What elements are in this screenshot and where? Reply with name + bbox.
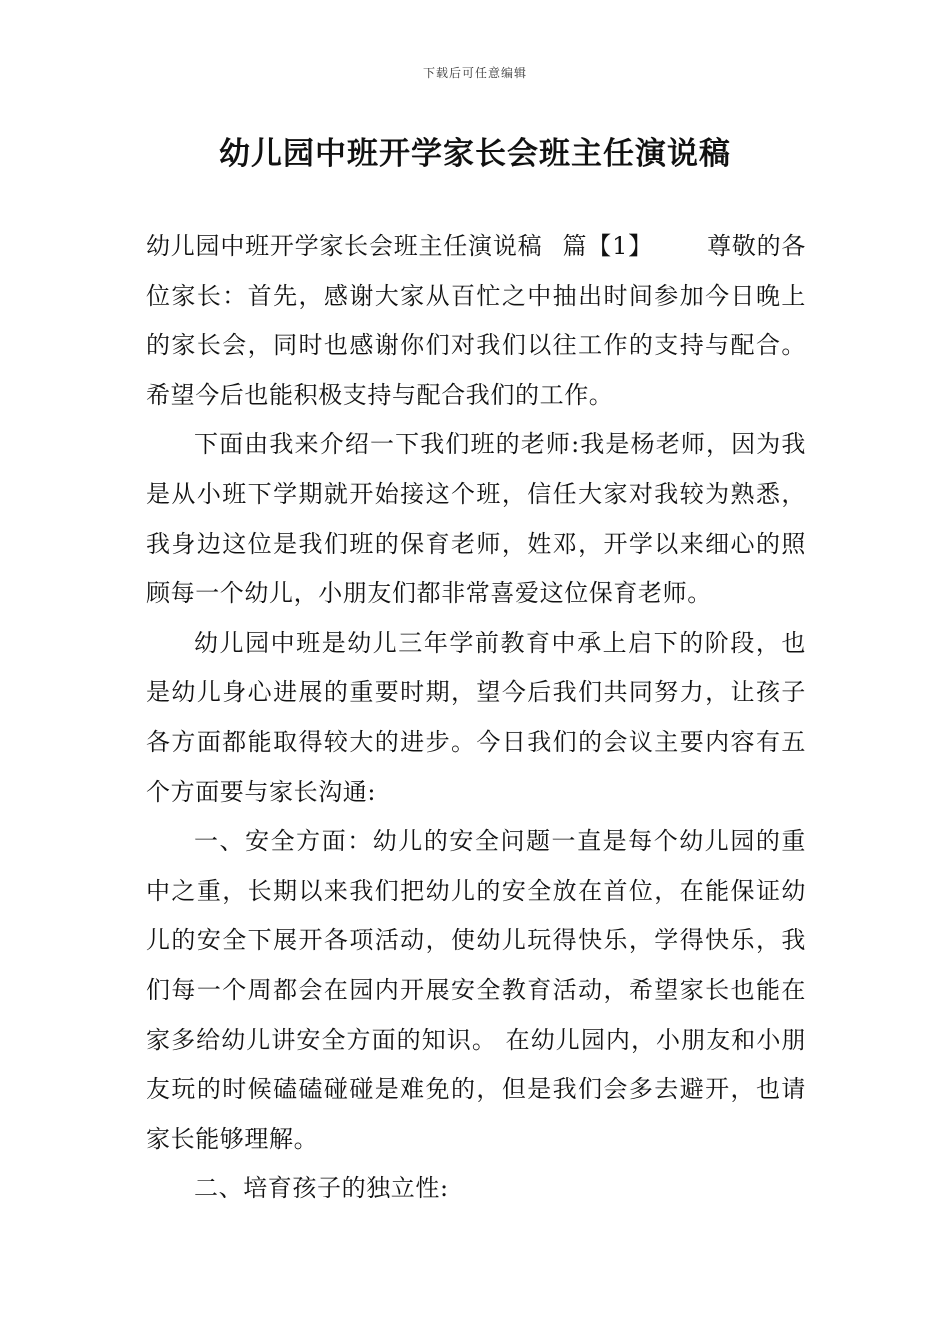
paragraph-1 [146,222,806,420]
paragraph-1-body: 尊敬的各位家长：首先，感谢大家从百忙之中抽出时间参加今日晚上的家长会，同时也感谢你们对我们以往工作的支持与配合。希望今后也能积极支持与配合我们的工作。 [146,232,806,409]
paragraph-2: 下面由我来介绍一下我们班的老师:我是杨老师，因为我是从小班下学期就开始接这个班，信任大家对我较为熟悉，我身边这位是我们班的保育老师，姓邓，开学以来细心的照顾每一个幼儿，小朋友们都非常喜爱这位保育老师。 [146,430,806,608]
document-title: 幼儿园中班开学家长会班主任演说稿 [219,136,731,172]
header-note: 下载后可任意编辑 [422,66,527,80]
paragraph-5: 二、培育孩子的独立性: [194,1174,449,1203]
paragraph-4: 一、安全方面：幼儿的安全问题一直是每个幼儿园的重中之重，长期以来我们把幼儿的安全放在首位，在能保证幼儿的安全下展开各项活动，使幼儿玩得快乐，学得快乐，我们每一个周都会在园内开展安全教育活动，希望家长也能在家多给幼儿讲安全方面的知识。 在幼儿园内，小朋友和小朋友玩的时候磕磕碰碰是难免的，但是我们会多去避开，也请家长能够理解。 [146,827,806,1153]
paragraph-3: 幼儿园中班是幼儿三年学前教育中承上启下的阶段，也是幼儿身心进展的重要时期，望今后我们共同努力，让孩子各方面都能取得较大的进步。今日我们的会议主要内容有五个方面要与家长沟通: [146,628,806,806]
document-body [146,222,806,1214]
paragraph-1-part: 篇【1】 [562,232,653,260]
paragraph-1-title: 幼儿园中班开学家长会班主任演说稿 [146,232,543,260]
